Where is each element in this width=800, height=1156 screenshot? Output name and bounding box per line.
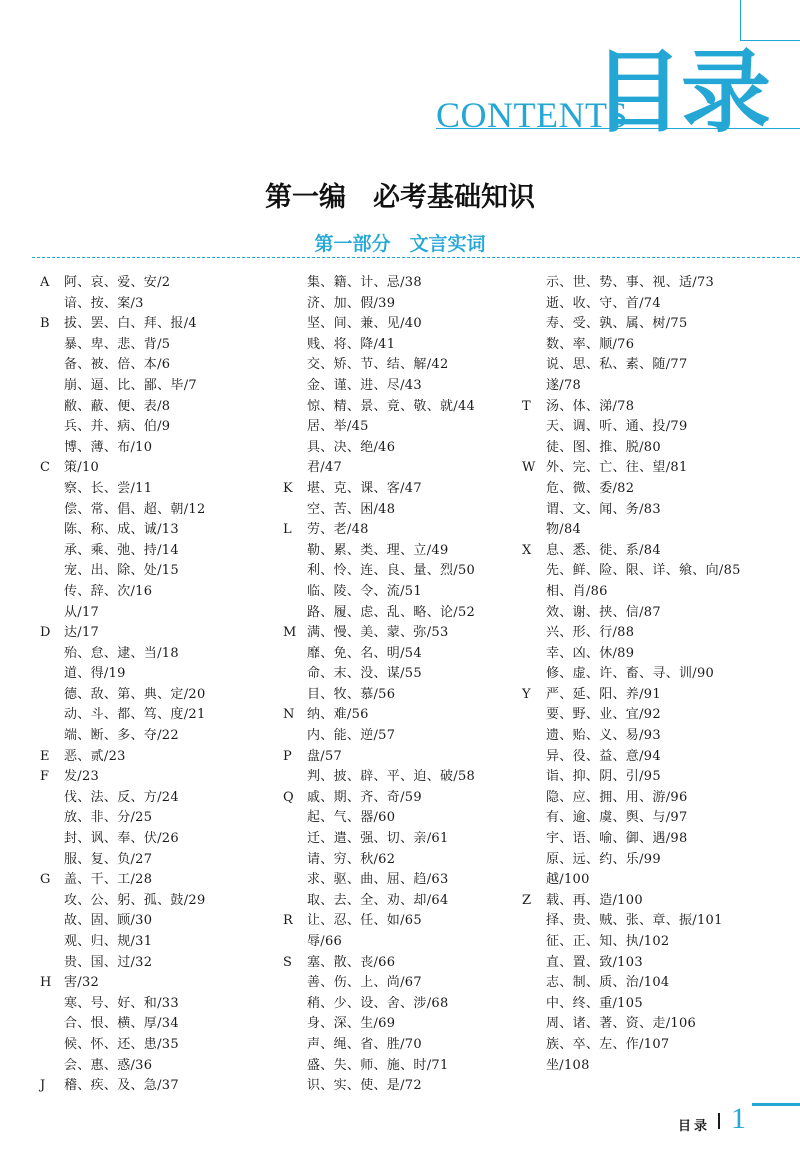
index-letter: R <box>283 913 293 929</box>
toc-entry[interactable] <box>283 500 533 521</box>
toc-entry-text: 识、实、使、是/72 <box>307 1078 422 1094</box>
toc-entry[interactable] <box>283 685 533 706</box>
toc-entry[interactable] <box>283 603 533 624</box>
toc-entry[interactable] <box>522 850 772 871</box>
toc-entry-text: 宇、语、喻、御、遇/98 <box>546 831 688 847</box>
toc-entry[interactable] <box>283 911 533 932</box>
index-letter: A <box>40 275 50 290</box>
index-letter: K <box>283 480 293 496</box>
toc-entry-text: 惊、精、景、竟、敬、就/44 <box>307 398 476 414</box>
toc-entry-text: 勒、累、类、理、立/49 <box>307 542 449 558</box>
toc-entry[interactable] <box>40 705 290 726</box>
toc-entry-text: 会、惠、惑/36 <box>64 1057 153 1073</box>
toc-entry[interactable] <box>283 1014 533 1035</box>
toc-entry[interactable] <box>522 1056 772 1077</box>
toc-entry-text: 偿、常、倡、超、朝/12 <box>64 501 206 517</box>
toc-entry[interactable] <box>40 767 290 788</box>
toc-entry[interactable] <box>40 1076 290 1097</box>
toc-entry-text: 判、披、辟、平、迫、破/58 <box>307 769 476 785</box>
toc-entry-text: 备、被、倍、本/6 <box>64 357 171 373</box>
toc-entry-text: 集、籍、计、忌/38 <box>307 275 422 290</box>
toc-entry-text: 周、诸、著、资、走/106 <box>546 1016 697 1032</box>
toc-entry-text: 盖、干、工/28 <box>64 872 153 888</box>
toc-entry[interactable] <box>40 747 290 768</box>
toc-entry-text: 寿、受、孰、属、树/75 <box>546 316 688 332</box>
toc-entry[interactable] <box>522 273 772 294</box>
toc-entry-text: 靡、免、名、明/54 <box>307 645 422 661</box>
toc-entry[interactable] <box>283 582 533 603</box>
toc-entry-text: 寒、号、好、和/33 <box>64 995 179 1011</box>
toc-entry-text: 陈、称、成、诚/13 <box>64 522 179 538</box>
toc-entry-text: 幸、凶、休/89 <box>546 645 635 661</box>
section-divider <box>32 257 800 258</box>
footer-separator <box>718 1113 720 1129</box>
toc-entry[interactable] <box>283 747 533 768</box>
toc-entry-text: 取、去、全、劝、却/64 <box>307 892 449 908</box>
page-number: 1 <box>731 1102 746 1135</box>
toc-entry-text: 善、伤、上、尚/67 <box>307 975 422 991</box>
toc-entry-text: 目、牧、慕/56 <box>307 686 396 702</box>
toc-entry-text: 族、卒、左、作/107 <box>546 1036 670 1052</box>
corner-frame <box>740 0 800 41</box>
toc-entry[interactable] <box>522 747 772 768</box>
toc-entry-text: 谙、按、案/3 <box>64 295 144 311</box>
toc-entry[interactable] <box>283 397 533 418</box>
toc-entry[interactable] <box>40 1035 290 1056</box>
toc-entry[interactable] <box>522 644 772 665</box>
toc-entry-text: 诣、抑、阴、引/95 <box>546 769 661 785</box>
toc-entry[interactable] <box>522 767 772 788</box>
toc-column-3 <box>522 273 772 1076</box>
toc-entry[interactable] <box>283 314 533 335</box>
toc-entry[interactable] <box>522 808 772 829</box>
toc-entry[interactable] <box>283 788 533 809</box>
toc-entry-text: 堪、克、课、客/47 <box>307 480 422 496</box>
toc-entry[interactable] <box>40 479 290 500</box>
toc-entry[interactable] <box>522 829 772 850</box>
toc-entry[interactable] <box>283 829 533 850</box>
toc-entry-text: 达/17 <box>64 625 100 641</box>
toc-entry-text: 暴、卑、悲、背/5 <box>64 336 171 352</box>
toc-entry[interactable] <box>40 273 290 294</box>
toc-entry[interactable] <box>283 705 533 726</box>
toc-entry[interactable] <box>283 355 533 376</box>
toc-entry[interactable] <box>522 726 772 747</box>
toc-entry-text: 济、加、假/39 <box>307 295 396 311</box>
toc-entry-text: 外、完、亡、往、望/81 <box>546 460 688 476</box>
toc-entry[interactable] <box>40 870 290 891</box>
toc-entry[interactable] <box>522 623 772 644</box>
index-letter: W <box>522 460 536 476</box>
toc-entry-text: 择、贵、贼、张、章、振/101 <box>546 913 723 929</box>
toc-entry[interactable] <box>522 685 772 706</box>
toc-entry-text: 居、举/45 <box>307 419 369 435</box>
toc-entry[interactable] <box>283 850 533 871</box>
toc-entry[interactable] <box>522 294 772 315</box>
toc-entry-text: 逝、收、守、首/74 <box>546 295 661 311</box>
toc-entry-text: 阿、哀、爱、安/2 <box>64 275 171 290</box>
toc-entry[interactable] <box>522 891 772 912</box>
toc-entry[interactable] <box>40 294 290 315</box>
toc-entry-text: 示、世、势、事、视、适/73 <box>546 275 715 290</box>
toc-entry[interactable] <box>40 685 290 706</box>
toc-entry[interactable] <box>283 1056 533 1077</box>
toc-entry[interactable] <box>522 664 772 685</box>
toc-entry[interactable] <box>283 664 533 685</box>
toc-entry[interactable] <box>522 458 772 479</box>
toc-entry[interactable] <box>40 664 290 685</box>
toc-entry-text: 征、正、知、执/102 <box>546 934 670 949</box>
toc-entry[interactable] <box>40 1014 290 1035</box>
toc-entry-text: 要、野、业、宜/92 <box>546 707 661 723</box>
index-letter: B <box>40 316 50 332</box>
index-letter: L <box>283 522 292 538</box>
toc-entry[interactable] <box>283 458 533 479</box>
toc-entry-text: 故、固、顾/30 <box>64 913 153 929</box>
toc-entry[interactable] <box>522 561 772 582</box>
toc-entry-text: 求、驱、曲、屈、趋/63 <box>307 872 449 888</box>
toc-entry-text: 隐、应、拥、用、游/96 <box>546 789 688 805</box>
toc-entry-text: 谓、文、闻、务/83 <box>546 501 661 517</box>
toc-entry[interactable] <box>522 438 772 459</box>
toc-entry[interactable] <box>40 808 290 829</box>
toc-entry-text: 封、讽、奉、伏/26 <box>64 831 179 847</box>
toc-entry-text: 起、气、器/60 <box>307 810 396 826</box>
index-letter: J <box>40 1078 46 1094</box>
toc-entry-text: 贵、国、过/32 <box>64 954 153 970</box>
toc-entry-text: 息、悉、徙、系/84 <box>546 542 661 558</box>
part-title: 第一编 必考基础知识 <box>265 182 535 213</box>
toc-entry-text: 路、履、虑、乱、略、论/52 <box>307 604 476 620</box>
toc-entry[interactable] <box>283 767 533 788</box>
toc-entry-text: 动、斗、都、笃、度/21 <box>64 707 206 723</box>
toc-column-1 <box>40 273 290 1097</box>
toc-entry-text: 戚、期、齐、奇/59 <box>307 789 422 805</box>
toc-entry-text: 临、陵、令、流/51 <box>307 583 422 599</box>
toc-entry[interactable] <box>283 1035 533 1056</box>
toc-entry[interactable] <box>283 335 533 356</box>
toc-entry-text: 承、乘、弛、持/14 <box>64 542 179 558</box>
toc-entry-text: 严、延、阳、养/91 <box>546 686 661 702</box>
toc-entry[interactable] <box>40 561 290 582</box>
index-letter: Y <box>522 686 531 702</box>
toc-entry-text: 载、再、造/100 <box>546 892 643 908</box>
index-letter: Q <box>283 789 294 805</box>
toc-entry-text: 坚、间、兼、见/40 <box>307 316 422 332</box>
toc-entry[interactable] <box>522 376 772 397</box>
toc-entry-text: 越/100 <box>546 872 590 888</box>
toc-entry[interactable] <box>522 788 772 809</box>
toc-entry[interactable] <box>522 973 772 994</box>
toc-entry-text: 贱、将、降/41 <box>307 336 396 352</box>
toc-entry[interactable] <box>40 541 290 562</box>
header-divider <box>436 128 800 129</box>
toc-entry[interactable] <box>283 808 533 829</box>
toc-entry[interactable] <box>40 520 290 541</box>
toc-entry[interactable] <box>522 994 772 1015</box>
toc-entry-text: 发/23 <box>64 769 100 785</box>
index-letter: S <box>283 954 292 970</box>
toc-entry[interactable] <box>40 376 290 397</box>
toc-entry-text: 具、决、绝/46 <box>307 439 396 455</box>
toc-entry[interactable] <box>283 417 533 438</box>
toc-entry[interactable] <box>40 603 290 624</box>
toc-entry-text: 稽、疾、及、急/37 <box>64 1078 179 1094</box>
toc-entry-text: 候、怀、还、患/35 <box>64 1036 179 1052</box>
toc-entry[interactable] <box>283 994 533 1015</box>
toc-entry[interactable] <box>40 500 290 521</box>
index-letter: F <box>40 769 50 785</box>
toc-entry[interactable] <box>522 870 772 891</box>
footer-label: 目录 <box>678 1119 711 1134</box>
toc-entry-text: 声、绳、省、胜/70 <box>307 1036 422 1052</box>
toc-entry-text: 异、役、益、意/94 <box>546 748 661 764</box>
toc-entry[interactable] <box>522 705 772 726</box>
toc-entry-text: 坐/108 <box>546 1057 590 1073</box>
toc-entry[interactable] <box>522 479 772 500</box>
toc-entry-text: 端、断、多、夺/22 <box>64 728 179 744</box>
toc-entry[interactable] <box>283 932 533 953</box>
index-letter: M <box>283 625 297 641</box>
page-title: 目录 <box>593 40 769 145</box>
index-letter: H <box>40 975 52 991</box>
toc-entry-text: 崩、逼、比、鄙、毕/7 <box>64 377 197 393</box>
toc-entry-text: 中、终、重/105 <box>546 995 643 1011</box>
toc-entry[interactable] <box>40 994 290 1015</box>
toc-entry[interactable] <box>283 376 533 397</box>
index-letter: C <box>40 460 50 476</box>
toc-entry-text: 危、微、委/82 <box>546 480 635 496</box>
toc-entry-text: 遗、贻、义、易/93 <box>546 728 661 744</box>
toc-entry-text: 道、得/19 <box>64 666 126 682</box>
toc-entry[interactable] <box>40 397 290 418</box>
toc-entry-text: 从/17 <box>64 604 100 620</box>
toc-entry[interactable] <box>522 500 772 521</box>
toc-entry[interactable] <box>283 973 533 994</box>
toc-entry[interactable] <box>283 953 533 974</box>
toc-entry[interactable] <box>40 932 290 953</box>
toc-entry-text: 金、谨、进、尽/43 <box>307 377 422 393</box>
toc-entry-text: 宠、出、除、处/15 <box>64 563 179 579</box>
toc-entry[interactable] <box>283 644 533 665</box>
toc-entry-text: 遂/78 <box>546 377 582 393</box>
index-letter: E <box>40 748 50 764</box>
toc-entry[interactable] <box>522 582 772 603</box>
toc-entry[interactable] <box>522 541 772 562</box>
toc-entry[interactable] <box>522 603 772 624</box>
toc-entry-text: 志、制、质、治/104 <box>546 975 670 991</box>
toc-entry-text: 直、置、致/103 <box>546 954 643 970</box>
toc-entry-text: 君/47 <box>307 460 343 476</box>
toc-entry[interactable] <box>40 623 290 644</box>
toc-entry[interactable] <box>283 294 533 315</box>
index-letter: T <box>522 398 531 414</box>
toc-entry[interactable] <box>40 1056 290 1077</box>
index-letter: Z <box>522 892 532 908</box>
index-letter: G <box>40 872 51 888</box>
toc-entry[interactable] <box>522 335 772 356</box>
toc-entry[interactable] <box>283 438 533 459</box>
toc-entry[interactable] <box>40 953 290 974</box>
toc-entry-text: 策/10 <box>64 460 100 476</box>
toc-entry[interactable] <box>40 788 290 809</box>
toc-entry[interactable] <box>40 417 290 438</box>
toc-entry-text: 效、谢、挟、信/87 <box>546 604 661 620</box>
toc-entry[interactable] <box>522 953 772 974</box>
toc-entry-text: 天、调、听、通、投/79 <box>546 419 688 435</box>
toc-entry[interactable] <box>522 314 772 335</box>
toc-entry-text: 迁、遣、强、切、亲/61 <box>307 831 449 847</box>
toc-entry-text: 劳、老/48 <box>307 522 369 538</box>
toc-entry[interactable] <box>522 397 772 418</box>
toc-entry[interactable] <box>522 932 772 953</box>
toc-entry-text: 相、肖/86 <box>546 583 608 599</box>
toc-entry[interactable] <box>283 273 533 294</box>
toc-entry-text: 传、辞、次/16 <box>64 583 153 599</box>
toc-entry-text: 汤、体、涕/78 <box>546 398 635 414</box>
toc-entry[interactable] <box>522 417 772 438</box>
toc-entry[interactable] <box>40 850 290 871</box>
toc-entry[interactable] <box>522 1014 772 1035</box>
toc-entry-text: 利、怜、连、良、量、烈/50 <box>307 563 476 579</box>
toc-entry-text: 让、忍、任、如/65 <box>307 913 422 929</box>
contents-heading: CONTENTS <box>436 95 628 135</box>
toc-entry-text: 修、虚、许、畜、寻、训/90 <box>546 666 715 682</box>
toc-entry-text: 害/32 <box>64 975 100 991</box>
toc-entry-text: 盛、失、师、施、时/71 <box>307 1057 449 1073</box>
toc-entry[interactable] <box>522 1035 772 1056</box>
toc-entry-text: 有、逾、虞、舆、与/97 <box>546 810 688 826</box>
toc-entry[interactable] <box>40 829 290 850</box>
toc-entry[interactable] <box>40 891 290 912</box>
toc-entry[interactable] <box>522 911 772 932</box>
toc-entry-text: 辱/66 <box>307 934 343 949</box>
toc-entry-text: 恶、贰/23 <box>64 748 126 764</box>
toc-entry[interactable] <box>283 541 533 562</box>
toc-entry-text: 命、末、没、谋/55 <box>307 666 422 682</box>
toc-entry-text: 殆、怠、逮、当/18 <box>64 645 179 661</box>
toc-entry-text: 先、鲜、险、限、详、飨、向/85 <box>546 563 741 579</box>
footer-divider <box>752 1103 800 1106</box>
toc-entry-text: 数、率、顺/76 <box>546 336 635 352</box>
toc-entry[interactable] <box>283 726 533 747</box>
toc-entry-text: 合、恨、横、厚/34 <box>64 1016 179 1032</box>
toc-entry-text: 稍、少、设、舍、涉/68 <box>307 995 449 1011</box>
toc-entry[interactable] <box>283 479 533 500</box>
toc-entry[interactable] <box>40 458 290 479</box>
toc-entry-text: 盘/57 <box>307 748 343 764</box>
toc-entry[interactable] <box>283 870 533 891</box>
toc-entry-text: 满、慢、美、蒙、弥/53 <box>307 625 449 641</box>
index-letter: X <box>522 542 532 558</box>
toc-entry[interactable] <box>40 355 290 376</box>
toc-entry-text: 请、穷、秋/62 <box>307 851 396 867</box>
toc-entry-text: 纳、难/56 <box>307 707 369 723</box>
toc-entry[interactable] <box>40 726 290 747</box>
toc-entry-text: 空、苦、困/48 <box>307 501 396 517</box>
toc-entry[interactable] <box>283 520 533 541</box>
toc-entry[interactable] <box>40 911 290 932</box>
toc-entry[interactable] <box>40 973 290 994</box>
toc-entry-text: 物/84 <box>546 522 582 538</box>
toc-entry[interactable] <box>522 520 772 541</box>
toc-entry[interactable] <box>40 438 290 459</box>
toc-entry-text: 原、远、约、乐/99 <box>546 851 661 867</box>
toc-entry[interactable] <box>522 355 772 376</box>
toc-entry-text: 观、归、规/31 <box>64 934 153 949</box>
toc-entry-text: 察、长、尝/11 <box>64 480 153 496</box>
toc-entry[interactable] <box>40 644 290 665</box>
toc-entry[interactable] <box>283 561 533 582</box>
toc-entry[interactable] <box>283 623 533 644</box>
toc-entry-text: 伐、法、反、方/24 <box>64 789 179 805</box>
toc-entry[interactable] <box>40 582 290 603</box>
toc-entry-text: 交、矫、节、结、解/42 <box>307 357 449 373</box>
toc-entry-text: 攻、公、躬、孤、鼓/29 <box>64 892 206 908</box>
toc-entry[interactable] <box>283 1076 533 1097</box>
toc-entry-text: 身、深、生/69 <box>307 1016 396 1032</box>
toc-entry-text: 说、思、私、素、随/77 <box>546 357 688 373</box>
index-letter: N <box>283 707 295 723</box>
toc-entry-text: 服、复、负/27 <box>64 851 153 867</box>
toc-entry-text: 徒、图、推、脱/80 <box>546 439 661 455</box>
toc-entry-text: 敝、蔽、便、表/8 <box>64 398 171 414</box>
section-title: 第一部分 文言实词 <box>314 233 486 255</box>
toc-entry-text: 拔、罢、白、拜、报/4 <box>64 316 197 332</box>
toc-entry[interactable] <box>40 314 290 335</box>
toc-entry-text: 德、敌、第、典、定/20 <box>64 686 206 702</box>
toc-entry[interactable] <box>283 891 533 912</box>
toc-entry-text: 博、薄、布/10 <box>64 439 153 455</box>
toc-entry[interactable] <box>40 335 290 356</box>
index-letter: P <box>283 748 292 764</box>
toc-entry-text: 内、能、逆/57 <box>307 728 396 744</box>
toc-entry-text: 兴、形、行/88 <box>546 625 635 641</box>
index-letter: D <box>40 625 51 641</box>
toc-entry-text: 兵、并、病、伯/9 <box>64 419 171 435</box>
toc-entry-text: 放、非、分/25 <box>64 810 153 826</box>
toc-entry-text: 塞、散、丧/66 <box>307 954 396 970</box>
toc-column-2 <box>283 273 533 1097</box>
